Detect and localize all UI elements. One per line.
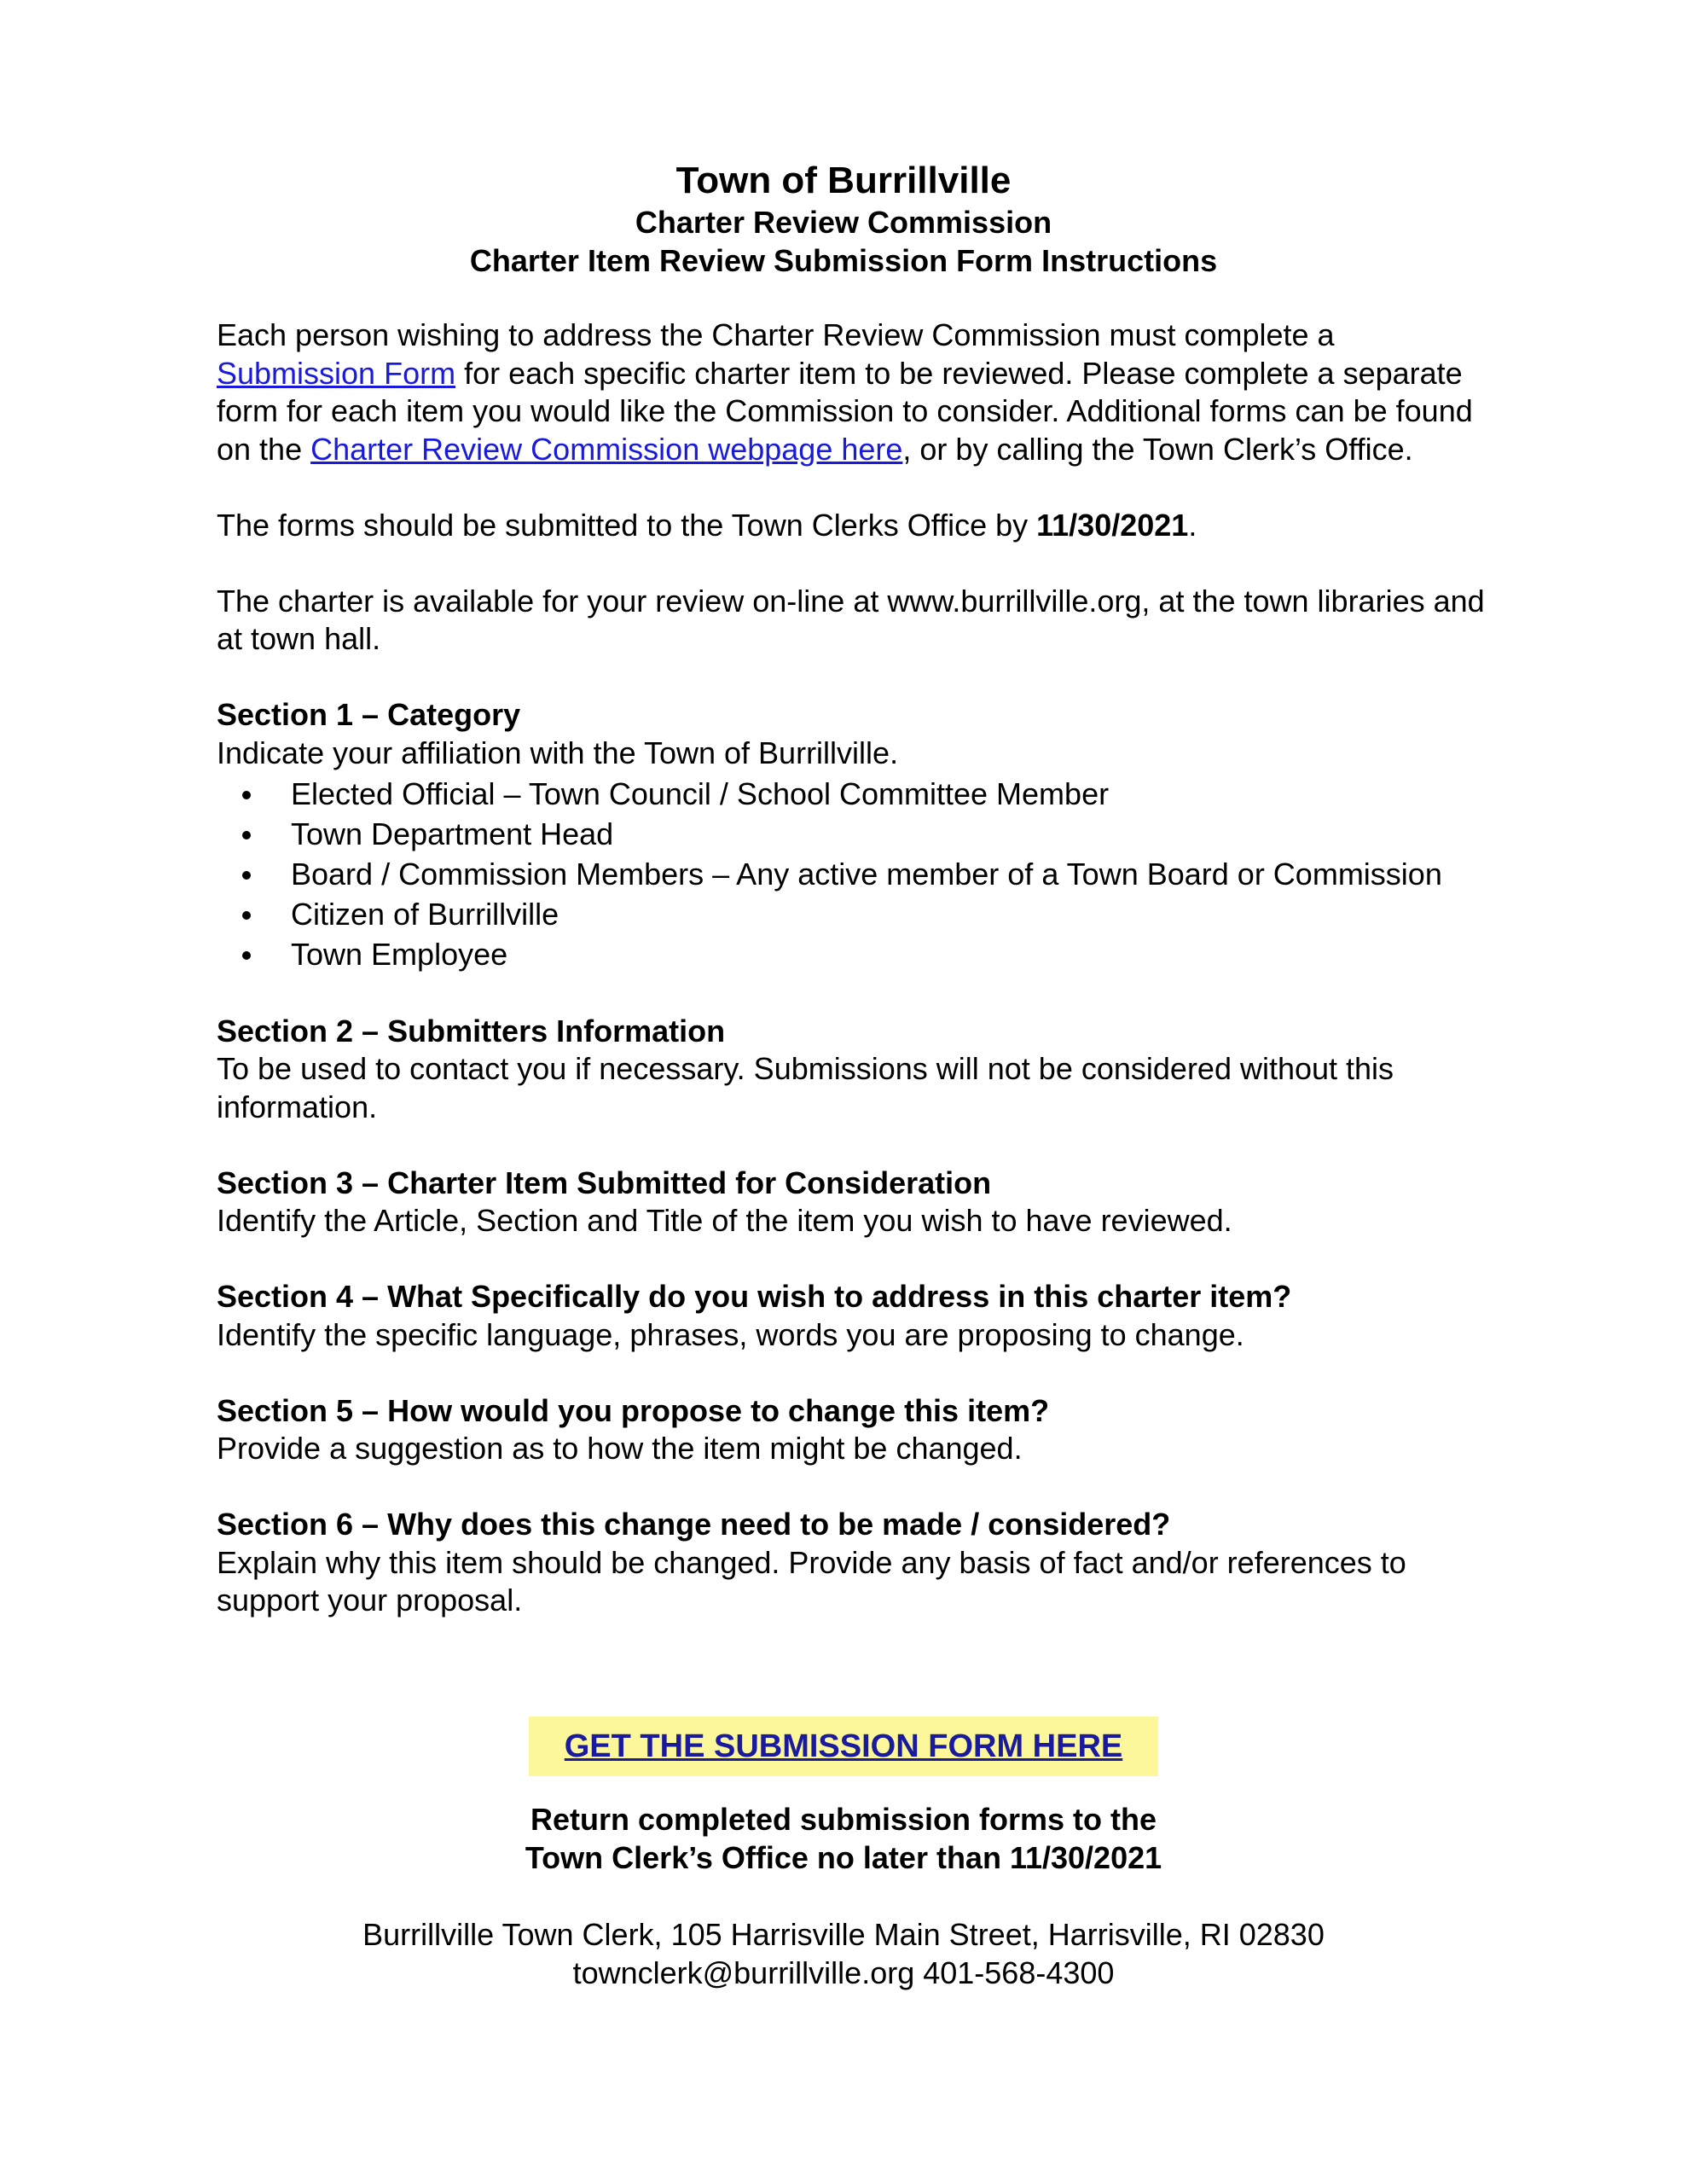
section-3-heading: Section 3 – Charter Item Submitted for Consideration — [217, 1165, 992, 1200]
intro-paragraph — [217, 317, 1496, 468]
deadline-paragraph — [217, 507, 1496, 545]
section-3-text: Identify the Article, Section and Title of the item you wish to have reviewed. — [217, 1203, 1232, 1238]
charter-availability-paragraph: The charter is available for your review on-line at www.burrillville.org, at the town libraries and at town hall. — [217, 583, 1485, 656]
page-title: Town of Burrillville — [675, 160, 1012, 201]
return-note-line-2: Town Clerk’s Office no later than 11/30/2021 — [525, 1840, 1162, 1875]
list-item: Town Employee — [217, 934, 1496, 974]
deadline-date: 11/30/2021 — [1036, 507, 1189, 543]
list-item: Citizen of Burrillville — [217, 894, 1496, 934]
list-item: Town Department Head — [217, 814, 1496, 854]
contact-email-phone: townclerk@burrillville.org 401-568-4300 — [572, 1955, 1115, 1990]
intro-text-3: , or by calling the Town Clerk’s Office. — [902, 431, 1413, 467]
section-4-text: Identify the specific language, phrases, words you are proposing to change. — [217, 1316, 1244, 1352]
section-2-text: To be used to contact you if necessary. Submissions will not be considered without this information. — [217, 1051, 1394, 1124]
page-subtitle-instructions: Charter Item Review Submission Form Instructions — [469, 243, 1218, 278]
cta-container — [0, 1716, 1687, 1776]
section-6 — [217, 1506, 1496, 1620]
deadline-text: The forms should be submitted to the Town Clerks Office by — [217, 507, 1037, 543]
document-header — [0, 159, 1687, 280]
list-item: Board / Commission Members – Any active member of a Town Board or Commission — [217, 854, 1496, 894]
contact-info — [0, 1915, 1687, 1992]
intro-text-1: Each person wishing to address the Charter Review Commission must complete a — [217, 317, 1335, 352]
section-2 — [217, 1013, 1496, 1127]
return-note — [0, 1800, 1687, 1877]
section-2-heading: Section 2 – Submitters Information — [217, 1013, 726, 1048]
contact-address: Burrillville Town Clerk, 105 Harrisville Main Street, Harrisville, RI 02830 — [362, 1917, 1325, 1952]
submission-form-link[interactable]: Submission Form — [217, 355, 456, 391]
get-submission-form-button[interactable]: GET THE SUBMISSION FORM HERE — [529, 1716, 1158, 1776]
section-1-heading: Section 1 – Category — [217, 697, 521, 732]
list-item: Elected Official – Town Council / School Committee Member — [217, 774, 1496, 814]
section-6-text: Explain why this item should be changed. Provide any basis of fact and/or references to support your proposal. — [217, 1544, 1406, 1618]
section-5 — [217, 1392, 1496, 1468]
section-4 — [217, 1278, 1496, 1354]
category-list — [217, 774, 1496, 974]
section-1-text: Indicate your affiliation with the Town of Burrillville. — [217, 735, 899, 770]
section-5-heading: Section 5 – How would you propose to change this item? — [217, 1392, 1050, 1428]
section-4-heading: Section 4 – What Specifically do you wish to address in this charter item? — [217, 1279, 1292, 1314]
page-subtitle-commission: Charter Review Commission — [635, 205, 1052, 240]
return-note-line-1: Return completed submission forms to the — [530, 1802, 1157, 1837]
deadline-end: . — [1188, 507, 1197, 543]
commission-webpage-link[interactable]: Charter Review Commission webpage here — [310, 431, 903, 467]
intro-text-2: for each specific charter item to be reviewed. Please complete a separate form for each item you would like the Commission to consider. Additional forms can be found on the — [217, 355, 1473, 467]
section-5-text: Provide a suggestion as to how the item might be changed. — [217, 1431, 1023, 1466]
section-1 — [217, 696, 1496, 974]
document-body — [217, 317, 1496, 1658]
section-6-heading: Section 6 – Why does this change need to be made / considered? — [217, 1507, 1171, 1542]
section-3 — [217, 1165, 1496, 1240]
